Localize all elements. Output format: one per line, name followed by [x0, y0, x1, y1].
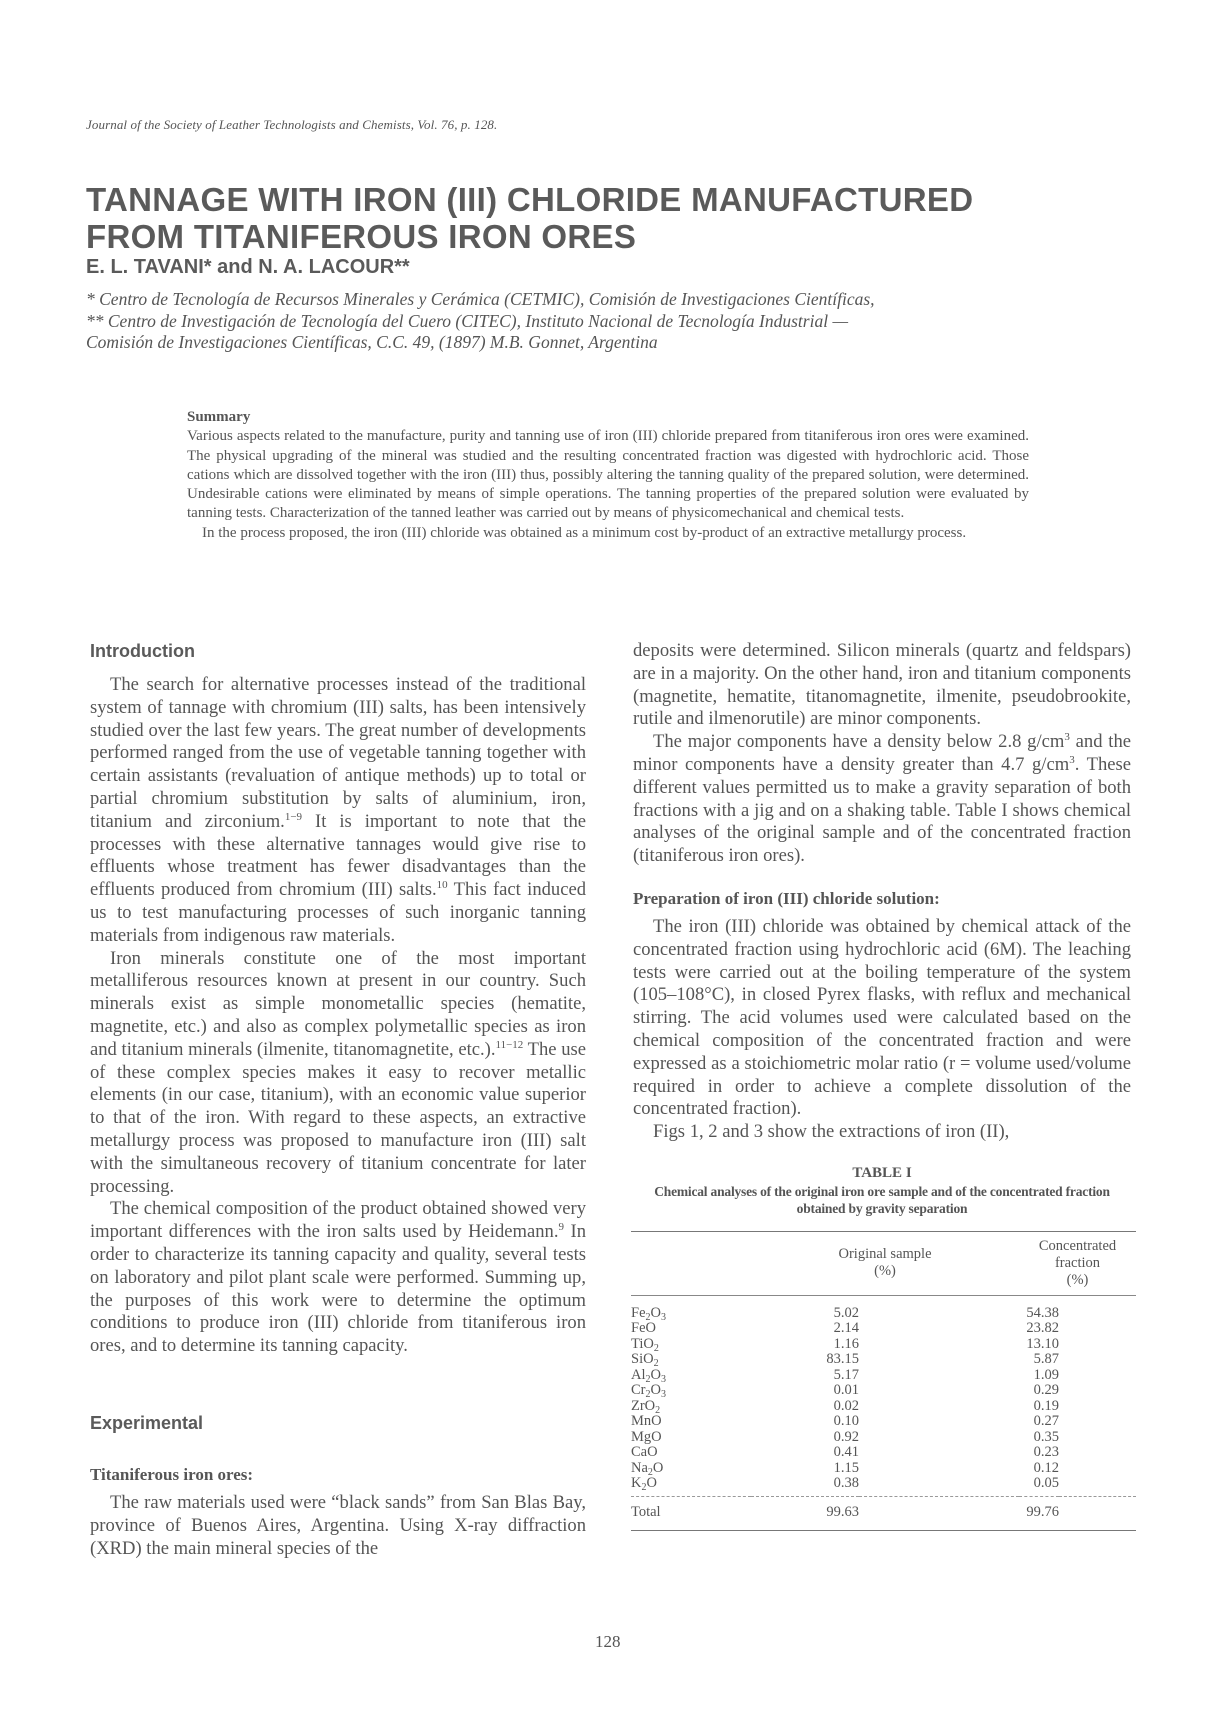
table-row [631, 1461, 1136, 1477]
intro-paragraph-2 [90, 948, 586, 1199]
original-sample-value: 5.17 [833, 1366, 859, 1383]
table-description: Chemical analyses of the original iron ore sample and of the concentrated fraction obtained by gravity separation [654, 1183, 1110, 1216]
concentrated-fraction-value: 23.82 [1026, 1320, 1059, 1337]
table-row [631, 1352, 1136, 1368]
compound-cell: MnO [631, 1413, 662, 1430]
concentrated-fraction-value: 0.27 [1033, 1413, 1059, 1430]
summary-paragraph: In the process proposed, the iron (III) chloride was obtained as a minimum cost by-product of an extractive metallurgy process. [202, 524, 967, 541]
table-row [631, 1368, 1136, 1384]
text: . These different values permitted us to make a gravity separation of both fractions with a jig and on a shaking table. Table I shows chemical analyses of the original sample and of the concentrated fraction (titaniferous iron ores). [633, 753, 1131, 867]
spacer [859, 1383, 1019, 1399]
compound-cell: CaO [631, 1444, 658, 1461]
table-row [631, 1383, 1136, 1399]
text: Iron minerals constitute one of the most important metalliferous resources known at present in our country. Such minerals exist as simple monometallic species (hematite, magnetite, etc.) and also as complex polymetallic species as iron and titanium minerals (ilmenite, titanomagnetite, etc.). [90, 947, 586, 1060]
header-label: Concentrated fraction [1038, 1237, 1117, 1271]
table-row [631, 1295, 1136, 1321]
preparation-heading: Preparation of iron (III) chloride solution: [633, 888, 940, 908]
compound-cell: $K_2O$ [631, 1475, 657, 1494]
chemical-analyses-table [631, 1231, 1136, 1532]
spacer [859, 1295, 1019, 1321]
spacer [859, 1321, 1019, 1337]
spacer [859, 1414, 1019, 1430]
summary-block [187, 408, 1029, 543]
table-row [631, 1445, 1136, 1461]
affiliation-1: * Centro de Tecnología de Recursos Minerales y Cerámica (CETMIC), Comisión de Investigaciones Científicas, [86, 289, 875, 309]
original-sample-value: 0.41 [833, 1444, 859, 1461]
title-line-1: TANNAGE WITH IRON (III) CHLORIDE MANUFACTURED [86, 181, 974, 218]
spacer [1059, 1461, 1136, 1477]
citation-ref: 11−12 [495, 1038, 524, 1051]
text: In order to characterize its tanning capacity and quality, several tests on laboratory and pilot plant scale were performed. Summing up, the purposes of this work were to determine the optimum conditions to produce iron (III) chloride from titaniferous iron ores, and to determine its tanning capacity. [90, 1221, 587, 1357]
header-concentrated-fraction [1019, 1231, 1136, 1295]
compound-cell: $Fe_2O_3$ [631, 1304, 666, 1323]
original-sample-value: 0.92 [833, 1428, 859, 1445]
affiliation-3: Comisión de Investigaciones Científicas, C.C. 49, (1897) M.B. Gonnet, Argentina [86, 332, 658, 352]
introduction-heading: Introduction [90, 641, 195, 661]
spacer [1059, 1295, 1136, 1321]
table-caption [633, 1164, 1131, 1217]
concentrated-fraction-value: 0.35 [1033, 1428, 1059, 1445]
table-body [631, 1295, 1136, 1531]
spacer [1059, 1476, 1136, 1496]
affiliation-2: ** Centro de Investigación de Tecnología del Cuero (CITEC), Instituto Nacional de Tecnología Industrial — [86, 310, 849, 331]
total-original-value: 99.63 [751, 1496, 859, 1531]
concentrated-fraction-value: 54.38 [1026, 1304, 1059, 1321]
spacer [1059, 1383, 1136, 1399]
text: The major components have a density below 2.8 g/cm [653, 731, 1065, 753]
spacer [859, 1368, 1019, 1384]
table-header-row [631, 1231, 1136, 1295]
concentrated-fraction-value: 0.29 [1033, 1382, 1059, 1399]
concentrated-fraction-value: 0.05 [1033, 1475, 1059, 1492]
concentrated-fraction-value: 0.12 [1033, 1459, 1059, 1476]
compound-cell: TiO$_2$ [631, 1335, 659, 1354]
experimental-paragraph-1: The raw materials used were “black sands” from San Blas Bay, province of Buenos Aires, Argentina. Using X-ray diffraction (XRD) the main mineral species of the [90, 1491, 586, 1559]
spacer [859, 1496, 1019, 1531]
original-sample-value: 1.15 [833, 1459, 859, 1476]
concentrated-fraction-value: 0.19 [1033, 1397, 1059, 1414]
superscript: 3 [1069, 753, 1075, 766]
journal-citation: Journal of the Society of Leather Technologists and Chemists, Vol. 76, p. 128. [86, 117, 498, 132]
compound-cell: $Al_2O_3$ [631, 1366, 666, 1385]
experimental-paragraph-1-continued: deposits were determined. Silicon minerals (quartz and feldspars) are in a majority. On the other hand, iron and titanium components (magnetite, hematite, titanomagnetite, ilmenite, pseudobrookite, rutile and ilmenorutile) are minor components. [633, 640, 1131, 730]
experimental-heading: Experimental [90, 1412, 204, 1433]
summary-paragraph: Various aspects related to the manufacture, purity and tanning use of iron (III) chloride prepared from titaniferous iron ores were examined. The physical upgrading of the mineral was studied and the resulting concentrated fraction was digested with hydrochloric acid. Those cations which are dissolved together with the iron (III) thus, possibly altering the tanning quality of the prepared solution, were determined. Undesirable cations were eliminated by means of simple operations. The tanning properties of the prepared solution were evaluated by tanning tests. Characterization of the tanned leather was carried out by means of physicomechanical and chemical tests. [187, 428, 1029, 522]
total-concentrated-value: 99.76 [1019, 1496, 1059, 1531]
left-column [90, 640, 586, 1560]
superscript: 3 [1064, 731, 1070, 744]
spacer [1059, 1496, 1136, 1531]
affiliations [86, 289, 1146, 354]
summary-heading: Summary [187, 409, 251, 425]
title-line-2: FROM TITANIFEROUS IRON ORES [86, 218, 637, 255]
header-compound [631, 1231, 751, 1295]
authors: E. L. TAVANI* and N. A. LACOUR** [86, 256, 410, 278]
spacer [1059, 1352, 1136, 1368]
intro-paragraph-3 [90, 1198, 586, 1358]
concentrated-fraction-value: 0.23 [1033, 1444, 1059, 1461]
original-sample-value: 5.02 [833, 1304, 859, 1321]
original-sample-value: 0.01 [833, 1382, 859, 1399]
compound-cell: $Cr_2O_3$ [631, 1382, 666, 1401]
compound-cell: MgO [631, 1428, 662, 1445]
spacer [859, 1430, 1019, 1446]
citation-ref: 1−9 [284, 810, 303, 823]
original-sample-value: 0.10 [833, 1413, 859, 1430]
citation-ref: 9 [558, 1221, 564, 1234]
concentrated-fraction-value: 1.09 [1033, 1366, 1059, 1383]
header-original-sample [751, 1231, 1019, 1295]
total-label: Total [631, 1496, 751, 1531]
table-total-row [631, 1496, 1136, 1531]
text: and the minor components have a density greater than 4.7 g/cm [633, 731, 1131, 775]
article-title [86, 181, 1146, 255]
spacer [859, 1445, 1019, 1461]
spacer [859, 1476, 1019, 1496]
text: The use of these complex species makes it easy to recover metallic elements (in our case, titanium), with an economic value superior to that of the iron. With regard to these aspects, an extractive metallurgy process was proposed to manufacture iron (III) salt with the simultaneous recovery of titanium concentrate for later processing. [90, 1038, 586, 1197]
header-unit: (%) [1066, 1271, 1089, 1288]
spacer [1059, 1445, 1136, 1461]
text: This fact induced us to test manufacturing processes of such inorganic tanning materials from indigenous raw materials. [90, 879, 587, 946]
text: It is important to note that the processes with these alternative tannages would give rise to effluents whose treatment has fewer disadvantages than the effluents produced from chromium (III) salts. [90, 810, 586, 901]
spacer [1059, 1414, 1136, 1430]
table-row [631, 1476, 1136, 1496]
spacer [859, 1399, 1019, 1415]
page-number: 128 [595, 1632, 621, 1651]
spacer [1059, 1368, 1136, 1384]
titaniferous-ores-heading: Titaniferous iron ores: [90, 1464, 254, 1484]
table-number: TABLE I [852, 1164, 912, 1181]
citation-ref: 10 [436, 879, 448, 892]
header-label: Original sample [838, 1246, 932, 1263]
compound-cell: $Na_2O$ [631, 1459, 664, 1478]
table-row [631, 1321, 1136, 1337]
original-sample-value: 2.14 [833, 1320, 859, 1337]
intro-paragraph-1 [90, 674, 586, 948]
original-sample-value: 83.15 [826, 1351, 859, 1368]
original-sample-value: 0.02 [833, 1397, 859, 1414]
text: The chemical composition of the product obtained showed very important differences with the iron salts used by Heidemann. [90, 1198, 586, 1243]
original-sample-value: 1.16 [833, 1335, 859, 1352]
spacer [1059, 1337, 1136, 1353]
spacer [859, 1337, 1019, 1353]
preparation-paragraph-1: The iron (III) chloride was obtained by chemical attack of the concentrated fraction using hydrochloric acid (6M). The leaching tests were carried out at the boiling temperature of the system (105–108°C), in closed Pyrex flasks, with reflux and mechanical stirring. The acid volumes used were calculated based on the chemical composition of the concentrated fraction and were expressed as a stoichiometric molar ratio (r = volume used/volume required in order to achieve a complete dissolution of the concentrated fraction). [633, 915, 1131, 1120]
table-row [631, 1337, 1136, 1353]
preparation-paragraph-2: Figs 1, 2 and 3 show the extractions of iron (II), [653, 1121, 1010, 1143]
experimental-paragraph-2 [633, 731, 1131, 868]
table-row [631, 1399, 1136, 1415]
spacer [1059, 1430, 1136, 1446]
compound-cell: ZrO$_2$ [631, 1397, 661, 1416]
right-column [633, 640, 1131, 1531]
spacer [1059, 1321, 1136, 1337]
header-unit: (%) [874, 1263, 896, 1280]
spacer [859, 1352, 1019, 1368]
concentrated-fraction-value: 13.10 [1026, 1335, 1059, 1352]
compound-cell: FeO [631, 1320, 656, 1337]
concentrated-fraction-value: 5.87 [1033, 1351, 1059, 1368]
spacer [1059, 1399, 1136, 1415]
compound-cell: SiO$_2$ [631, 1351, 659, 1370]
table-row [631, 1414, 1136, 1430]
original-sample-value: 0.38 [833, 1475, 859, 1492]
text: The search for alternative processes instead of the traditional system of tannage with chromium (III) salts, has been intensively studied over the last few years. The great number of developments performed ranged from the use of vegetable tanning together with certain assistants (revaluation of antique methods) up to total or partial chromium substitution by salts of aluminium, iron, titanium and zirconium. [90, 674, 586, 832]
table-row [631, 1430, 1136, 1446]
spacer [859, 1461, 1019, 1477]
